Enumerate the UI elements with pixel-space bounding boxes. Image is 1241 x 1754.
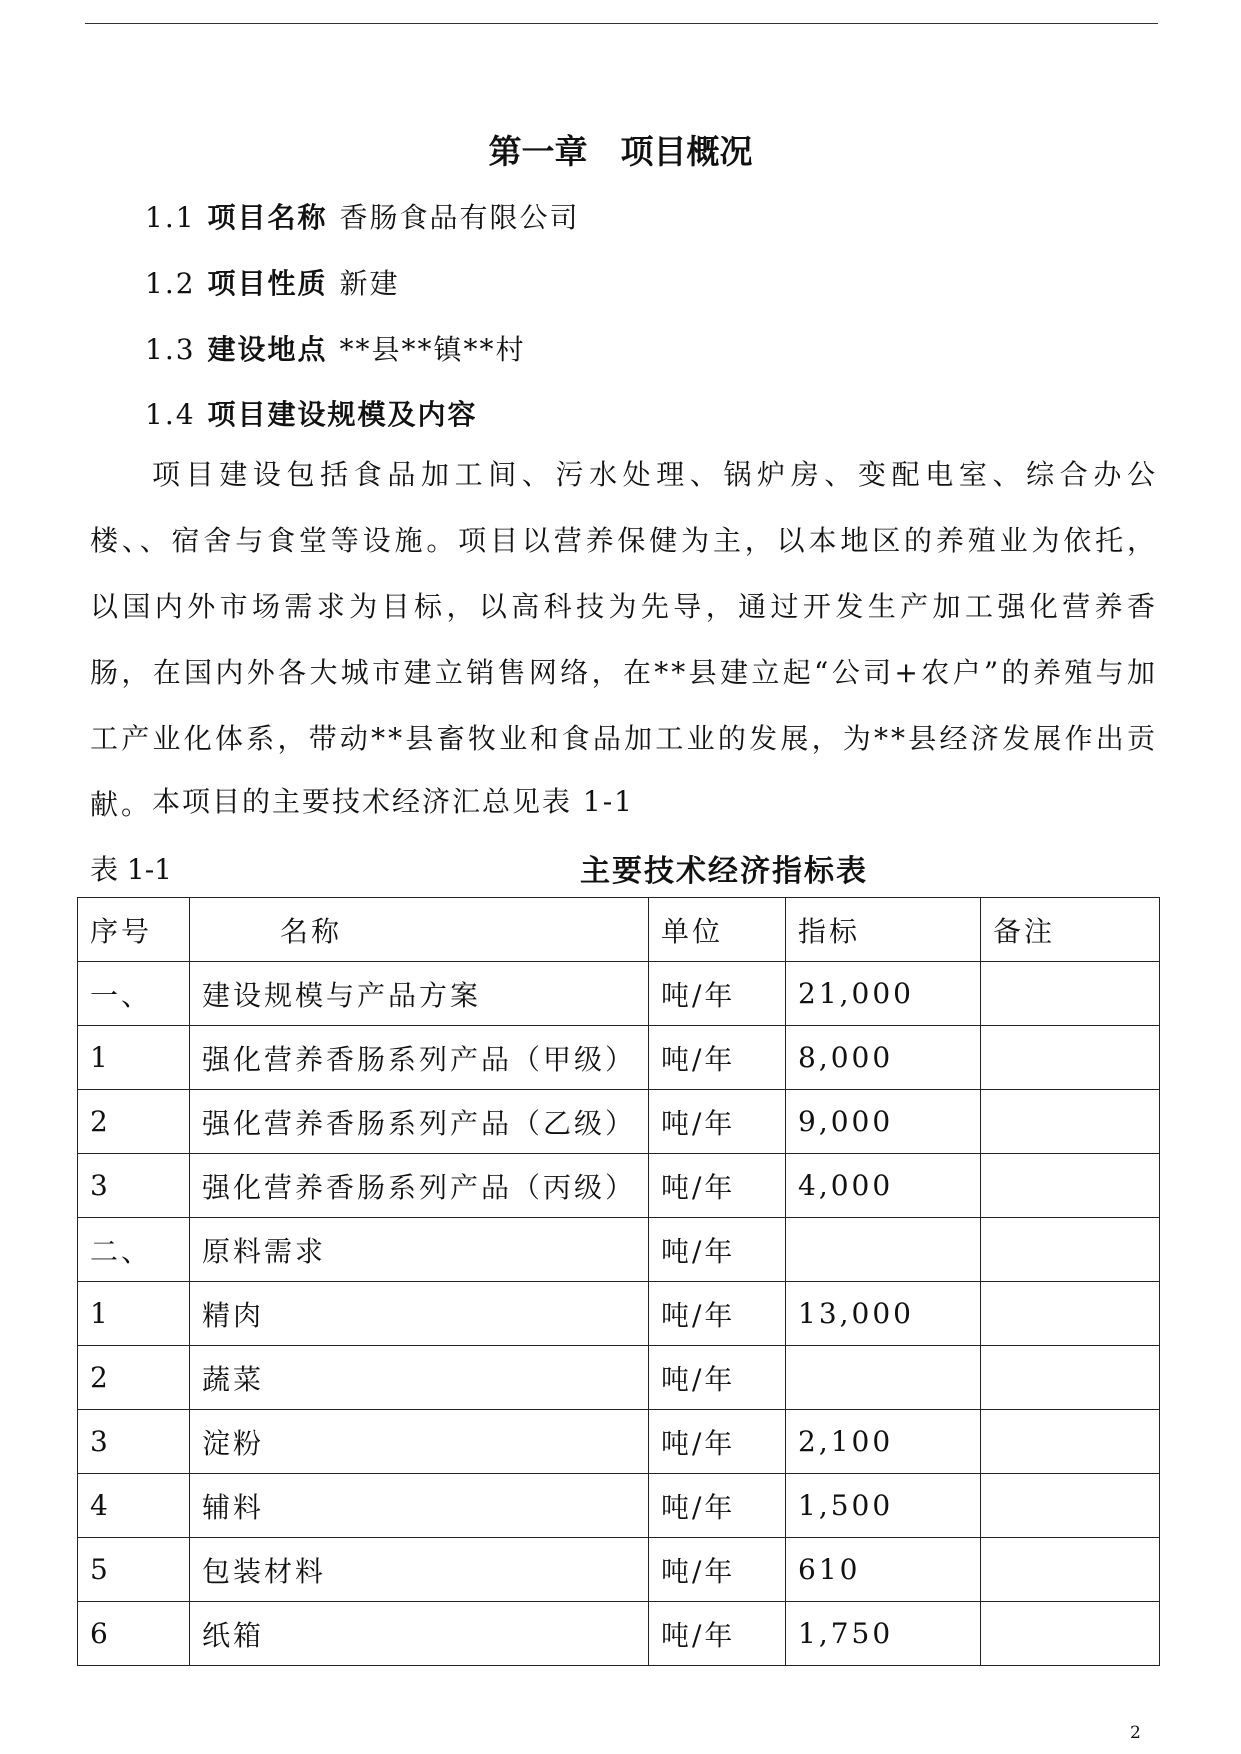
table-row [78, 962, 1160, 1026]
cell-indicator: 13,000 [786, 1282, 981, 1346]
section-number: 1.3 [145, 333, 196, 366]
cell-name: 包装材料 [190, 1538, 649, 1602]
cell-remark [981, 1346, 1160, 1410]
section-value: **县**镇**村 [339, 333, 526, 366]
section-value: 香肠食品有限公司 [339, 201, 580, 234]
cell-indicator: 610 [786, 1538, 981, 1602]
header-unit: 单位 [649, 898, 786, 962]
cell-indicator: 1,500 [786, 1474, 981, 1538]
cell-unit: 吨/年 [649, 962, 786, 1026]
cell-remark [981, 1474, 1160, 1538]
table-row [78, 1602, 1160, 1666]
table-row [78, 1090, 1160, 1154]
cell-index: 5 [78, 1538, 190, 1602]
section-number: 1.1 [145, 201, 196, 234]
cell-indicator: 9,000 [786, 1090, 981, 1154]
cell-remark [981, 1602, 1160, 1666]
header-rule [85, 23, 1158, 24]
cell-unit: 吨/年 [649, 1602, 786, 1666]
cell-remark [981, 1410, 1160, 1474]
cell-unit: 吨/年 [649, 1026, 786, 1090]
cell-remark [981, 1090, 1160, 1154]
summary-line: 本项目的主要技术经济汇总见表 1-1 [152, 785, 634, 818]
indicator-table [77, 897, 1160, 1666]
cell-unit: 吨/年 [649, 1090, 786, 1154]
section-1-3 [145, 328, 526, 368]
table-row [78, 1282, 1160, 1346]
cell-name: 纸箱 [190, 1602, 649, 1666]
section-1-1 [145, 196, 580, 236]
cell-index: 4 [78, 1474, 190, 1538]
cell-unit: 吨/年 [649, 1538, 786, 1602]
table-body [78, 962, 1160, 1666]
cell-index: 2 [78, 1090, 190, 1154]
table-row [78, 1474, 1160, 1538]
table-row [78, 1538, 1160, 1602]
cell-unit: 吨/年 [649, 1154, 786, 1218]
section-heading: 项目名称 [207, 201, 328, 234]
section-1-2 [145, 262, 400, 302]
cell-unit: 吨/年 [649, 1410, 786, 1474]
cell-index: 二、 [78, 1218, 190, 1282]
section-heading: 项目建设规模及内容 [207, 398, 478, 431]
cell-name: 强化营养香肠系列产品（丙级） [190, 1154, 649, 1218]
cell-remark [981, 1218, 1160, 1282]
cell-name: 精肉 [190, 1282, 649, 1346]
cell-remark [981, 962, 1160, 1026]
cell-name: 建设规模与产品方案 [190, 962, 649, 1026]
cell-name: 辅料 [190, 1474, 649, 1538]
table-title: 主要技术经济指标表 [580, 854, 868, 889]
cell-unit: 吨/年 [649, 1474, 786, 1538]
cell-indicator: 4,000 [786, 1154, 981, 1218]
header-indicator: 指标 [786, 898, 981, 962]
section-number: 1.4 [145, 398, 196, 431]
cell-remark [981, 1538, 1160, 1602]
table-row [78, 1218, 1160, 1282]
page-number: 2 [1130, 1723, 1141, 1743]
cell-name: 强化营养香肠系列产品（乙级） [190, 1090, 649, 1154]
cell-unit: 吨/年 [649, 1346, 786, 1410]
section-1-4 [145, 393, 478, 433]
cell-index: 一、 [78, 962, 190, 1026]
table-row [78, 1154, 1160, 1218]
chapter-title: 第一章 项目概况 [488, 132, 753, 171]
cell-remark [981, 1026, 1160, 1090]
table-label: 表 1-1 [90, 853, 172, 886]
cell-indicator [786, 1218, 981, 1282]
cell-index: 1 [78, 1026, 190, 1090]
cell-remark [981, 1154, 1160, 1218]
section-value: 新建 [339, 267, 400, 300]
table-row [78, 1346, 1160, 1410]
cell-index: 3 [78, 1154, 190, 1218]
section-number: 1.2 [145, 267, 196, 300]
project-description-paragraph: 项目建设包括食品加工间、污水处理、锅炉房、变配电室、综合办公楼、、宿舍与食堂等设施。项目以营养保健为主，以本地区的养殖业为依托，以国内外市场需求为目标，以高科技为先导，通过开发生产加工强化营养香肠，在国内外各大城市建立销售网络，在**县建立起“公司+农户”的养殖与加工产业化体系，带动**县畜牧业和食品加工业的发展，为**县经济发展作出贡献。 [90, 458, 1158, 821]
cell-remark [981, 1282, 1160, 1346]
cell-index: 3 [78, 1410, 190, 1474]
cell-index: 2 [78, 1346, 190, 1410]
cell-index: 1 [78, 1282, 190, 1346]
cell-name: 原料需求 [190, 1218, 649, 1282]
cell-indicator: 2,100 [786, 1410, 981, 1474]
cell-indicator: 8,000 [786, 1026, 981, 1090]
header-remark: 备注 [981, 898, 1160, 962]
cell-unit: 吨/年 [649, 1218, 786, 1282]
table-row [78, 1026, 1160, 1090]
cell-indicator: 21,000 [786, 962, 981, 1026]
section-heading: 项目性质 [207, 267, 328, 300]
table-row [78, 1410, 1160, 1474]
cell-name: 淀粉 [190, 1410, 649, 1474]
cell-indicator [786, 1346, 981, 1410]
cell-indicator: 1,750 [786, 1602, 981, 1666]
cell-name: 强化营养香肠系列产品（甲级） [190, 1026, 649, 1090]
table-header-row [78, 898, 1160, 962]
header-name: 名称 [190, 898, 649, 962]
section-heading: 建设地点 [207, 333, 328, 366]
cell-index: 6 [78, 1602, 190, 1666]
cell-unit: 吨/年 [649, 1282, 786, 1346]
cell-name: 蔬菜 [190, 1346, 649, 1410]
header-index: 序号 [78, 898, 190, 962]
